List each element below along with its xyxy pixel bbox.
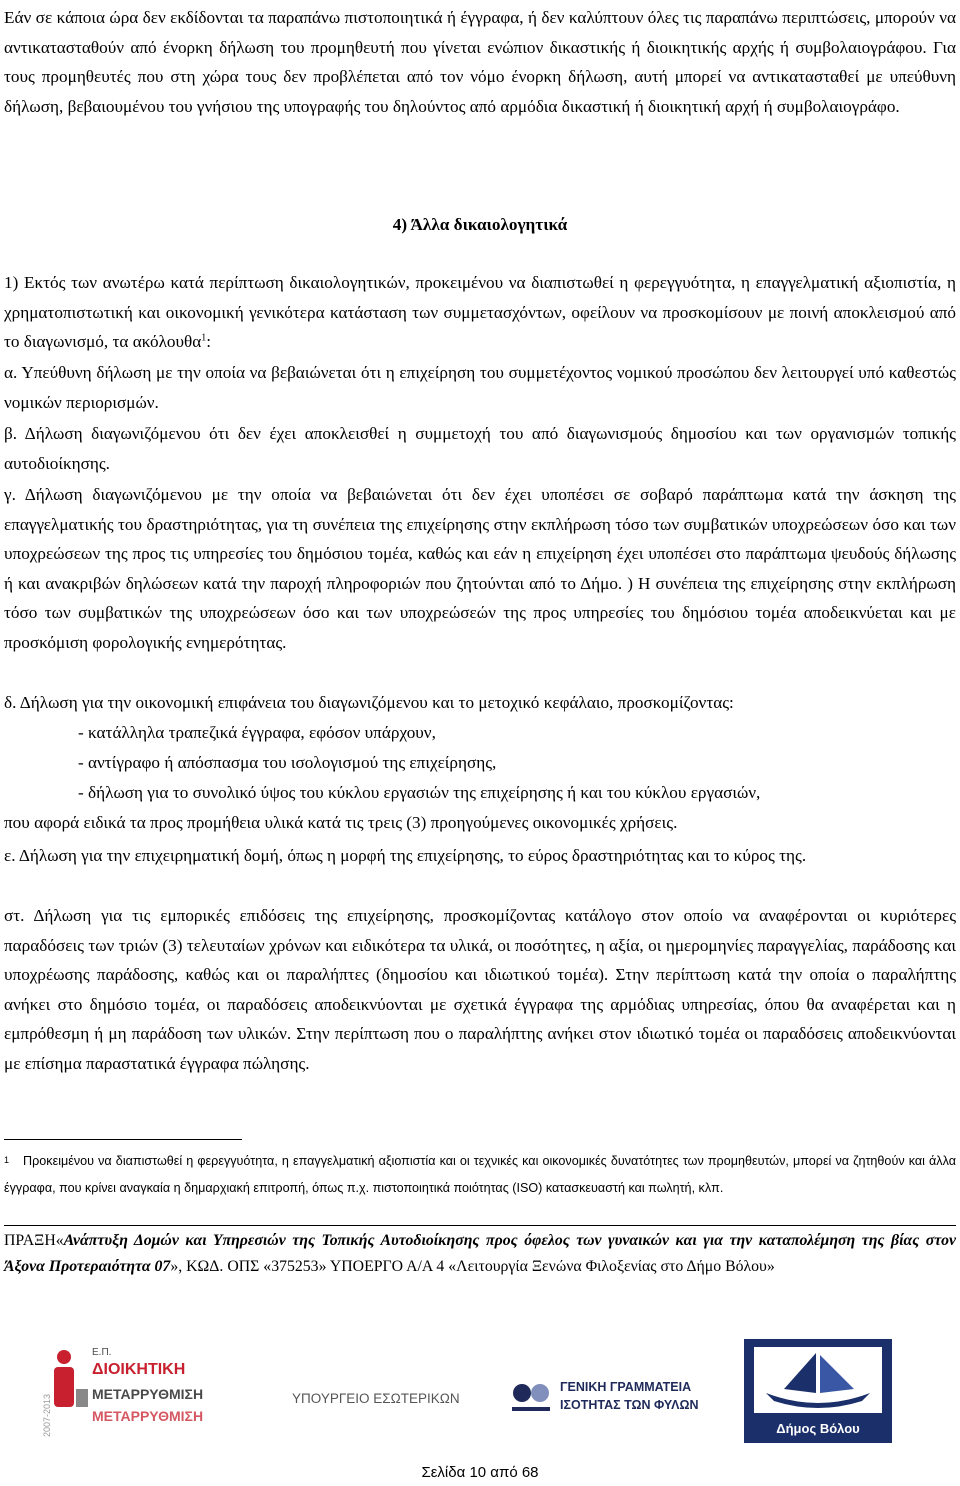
item-d-continuation: που αφορά ειδικά τα προς προμήθεια υλικά κατά τις τρεις (3) προηγούμενες οικονομικές χρήσεις. — [4, 813, 678, 832]
logo-strip — [0, 1335, 960, 1445]
footer-separator — [4, 1225, 956, 1226]
footnote-number: 1 — [4, 1155, 10, 1165]
gsg-logo-circle-2 — [531, 1384, 549, 1402]
gender-equality-logo — [508, 1371, 699, 1427]
paragraph-1-text: 1) Εκτός των ανωτέρω κατά περίπτωση δικαιολογητικών, προκειμένου να διαπιστωθεί η φερεγγυότητα, η επαγγελματική αξιοπιστία, η χρηματοπιστωτική και οικονομική γενικότερα κατάσταση των συμμετασχόντων, οφείλουν να προσκομίσουν με ποινή αποκλεισμού από το διαγωνισμό, τα ακόλουθα — [4, 273, 956, 351]
project-caption-prefix: ΠΡΑΞΗ« — [4, 1232, 64, 1249]
ep-administrative-reform-logo — [44, 1341, 204, 1441]
ep-logo-graphic — [44, 1341, 204, 1441]
footnote — [4, 1149, 956, 1201]
ep-logo-figure — [54, 1367, 74, 1407]
item-d-sub2: - αντίγραφο ή απόσπασμα του ισολογισμού της επιχείρησης, — [78, 753, 497, 772]
item-e: ε. Δήλωση για την επιχειρηματική δομή, όπως η μορφή της επιχείρησης, το εύρος δραστηριότητας και το κύρος της. — [4, 846, 807, 865]
item-d: δ. Δήλωση για την οικονομική επιφάνεια του διαγωνιζόμενου και το μετοχικό κεφάλαιο, προσκομίζοντας: — [4, 693, 734, 712]
volos-logo-graphic — [744, 1339, 892, 1443]
gsg-logo-line1: ΓΕΝΙΚΗ ΓΡΑΜΜΑΤΕΙΑ — [560, 1380, 692, 1394]
item-st: στ. Δήλωση για τις εμπορικές επιδόσεις της επιχείρησης, προσκομίζοντας κατάλογο στον οποίο να αναφέρονται οι κυριότερες παραδόσεις των τριών (3) τελευταίων χρόνων και ειδικότερα τα υλικά, οι ποσότητες, η αξία, οι ημερομηνίες παραγγελίας, παράδοσης και υποχρέωσης παράδοσης, καθώς και οι παραλήπτες (δημοσίου και ιδιωτικού τομέα). Στην περίπτωση κατά την οποία ο παραλήπτης ανήκει στο δημόσιο τομέα, οι παραδόσεις αποδεικνύονται με σχετικά έγγραφα της αρμόδιας υπηρεσίας, όπου θα αναφέρεται και η εμπρόθεσμη ή μη παράδοση των υλικών. Στην περίπτωση που ο παραλήπτης ανήκει στον ιδιωτικό τομέα οι παραδόσεις αποδεικνύονται με επίσημα παραστατικά έγγραφα πώλησης. — [4, 906, 956, 1073]
footnote-reference[interactable]: 1 — [201, 332, 207, 344]
ep-logo-small: Ε.Π. — [92, 1347, 112, 1358]
ministry-logo-graphic — [292, 1387, 482, 1411]
project-caption-suffix: », ΚΩΔ. ΟΠΣ «375253» ΥΠΟΕΡΓΟ Α/Α 4 «Λειτουργία Ξενώνα Φιλοξενίας στο Δήμο Βόλου» — [170, 1258, 775, 1275]
paragraph-1 — [4, 268, 956, 357]
ep-logo-head — [57, 1350, 71, 1364]
item-d-sub1: - κατάλληλα τραπεζικά έγγραφα, εφόσον υπάρχουν, — [78, 723, 436, 742]
gsg-logo-line2: ΙΣΟΤΗΤΑΣ ΤΩΝ ΦΥΛΩΝ — [560, 1398, 699, 1412]
ep-logo-line2: ΜΕΤΑΡΡΥΘΜΙΣΗ — [92, 1386, 204, 1402]
item-d-sub3: - δήλωση για το συνολικό ύψος του κύκλου εργασιών της επιχείρησης ή και του κύκλου εργασιών, — [78, 783, 761, 802]
ep-logo-years: 2007-2013 — [42, 1393, 52, 1437]
footnote-text: Προκειμένου να διαπιστωθεί η φερεγγυότητα, η επαγγελματική αξιοπιστία και οι τεχνικές και οικονομικές δυνατότητες των προμηθευτών, μπορεί να ζητηθούν και άλλα έγγραφα, που κρίνει αναγκαία η δημαρχιακή επιτροπή, όπως π.χ. πιστοποιητικά ποιότητας (ISO) κατασκευαστή και πωλητή, κλπ. — [4, 1154, 956, 1195]
ep-logo-line2-echo: ΜΕΤΑΡΡΥΘΜΙΣΗ — [92, 1408, 204, 1424]
intro-paragraph: Εάν σε κάποια ώρα δεν εκδίδονται τα παραπάνω πιστοποιητικά ή έγγραφα, ή δεν καλύπτουν όλες τις παραπάνω περιπτώσεις, μπορούν να αντικατασταθούν από ένορκη δήλωση του προμηθευτή που γίνεται ενώπιον δικαστικής ή διοικητικής αρχής ή συμβολαιογράφου. Για τους προμηθευτές που στη χώρα τους δεν προβλέπεται από τον νόμο ένορκη δήλωση, αυτή μπορεί να αντικατασταθεί με υπεύθυνη δήλωση, βεβαιουμένου του γνήσιου της υπογραφής του δηλούντος από αρμόδια δικαστική ή διοικητική αρχή ή συμβολαιογράφο. — [4, 8, 956, 116]
ep-logo-line1: ΔΙΟΙΚΗΤΙΚΗ — [92, 1361, 186, 1378]
footnote-separator — [4, 1139, 242, 1140]
gsg-logo-circle-1 — [513, 1384, 531, 1402]
gsg-logo-bar — [512, 1407, 550, 1411]
project-caption — [4, 1228, 956, 1280]
volos-logo-text: Δήμος Βόλου — [776, 1421, 860, 1436]
page-number: Σελίδα 10 από 68 — [421, 1464, 539, 1481]
gsg-logo-graphic — [508, 1371, 699, 1427]
ep-logo-block — [76, 1389, 88, 1407]
volos-municipality-logo — [744, 1339, 892, 1443]
paragraph-1-end: : — [206, 332, 212, 351]
ministry-logo-text: ΥΠΟΥΡΓΕΙΟ ΕΣΩΤΕΡΙΚΩΝ — [292, 1391, 460, 1406]
item-a: α. Υπεύθυνη δήλωση με την οποία να βεβαιώνεται ότι η επιχείρηση του συμμετέχοντος νομικού προσώπου δεν λειτουργεί υπό καθεστώς νομικών περιορισμών. — [4, 363, 956, 412]
project-caption-title: Ανάπτυξη Δομών και Υπηρεσιών της Τοπικής Αυτοδιοίκησης προς όφελος των γυναικών και για την καταπολέμηση της βίας στον Άξονα Προτεραιότητα 07 — [4, 1232, 956, 1275]
item-c: γ. Δήλωση διαγωνιζόμενου με την οποία να βεβαιώνεται ότι δεν έχει υποπέσει σε σοβαρό παράπτωμα κατά την άσκηση της επαγγελματικής του δραστηριότητας, για τη συνέπεια της επιχείρησης στην εκπλήρωση τόσο των συμβατικών υποχρεώσεων όσο και των υποχρεώσεων της προς τις υπηρεσίες του δημόσιου τομέα, καθώς και εάν η επιχείρηση έχει υποπέσει στο παράπτωμα ψευδούς δήλωσης ή και ανακριβών δηλώσεων κατά την παροχή πληροφοριών που ζητούνται από το Δήμο. ) Η συνέπεια της επιχείρησης στην εκπλήρωση τόσο των συμβατικών της υποχρεώσεων όσο και των υποχρεώσεών της προς υπηρεσίες του δημόσιου τομέα αποδεικνύεται και με προσκόμιση φορολογικής ενημερότητας. — [4, 485, 956, 652]
ministry-interior-logo — [292, 1387, 482, 1411]
section-heading: 4) Άλλα δικαιολογητικά — [392, 215, 568, 234]
item-b: β. Δήλωση διαγωνιζόμενου ότι δεν έχει αποκλεισθεί η συμμετοχή του από διαγωνισμούς δημοσίου και των οργανισμών τοπικής αυτοδιοίκησης. — [4, 424, 956, 473]
